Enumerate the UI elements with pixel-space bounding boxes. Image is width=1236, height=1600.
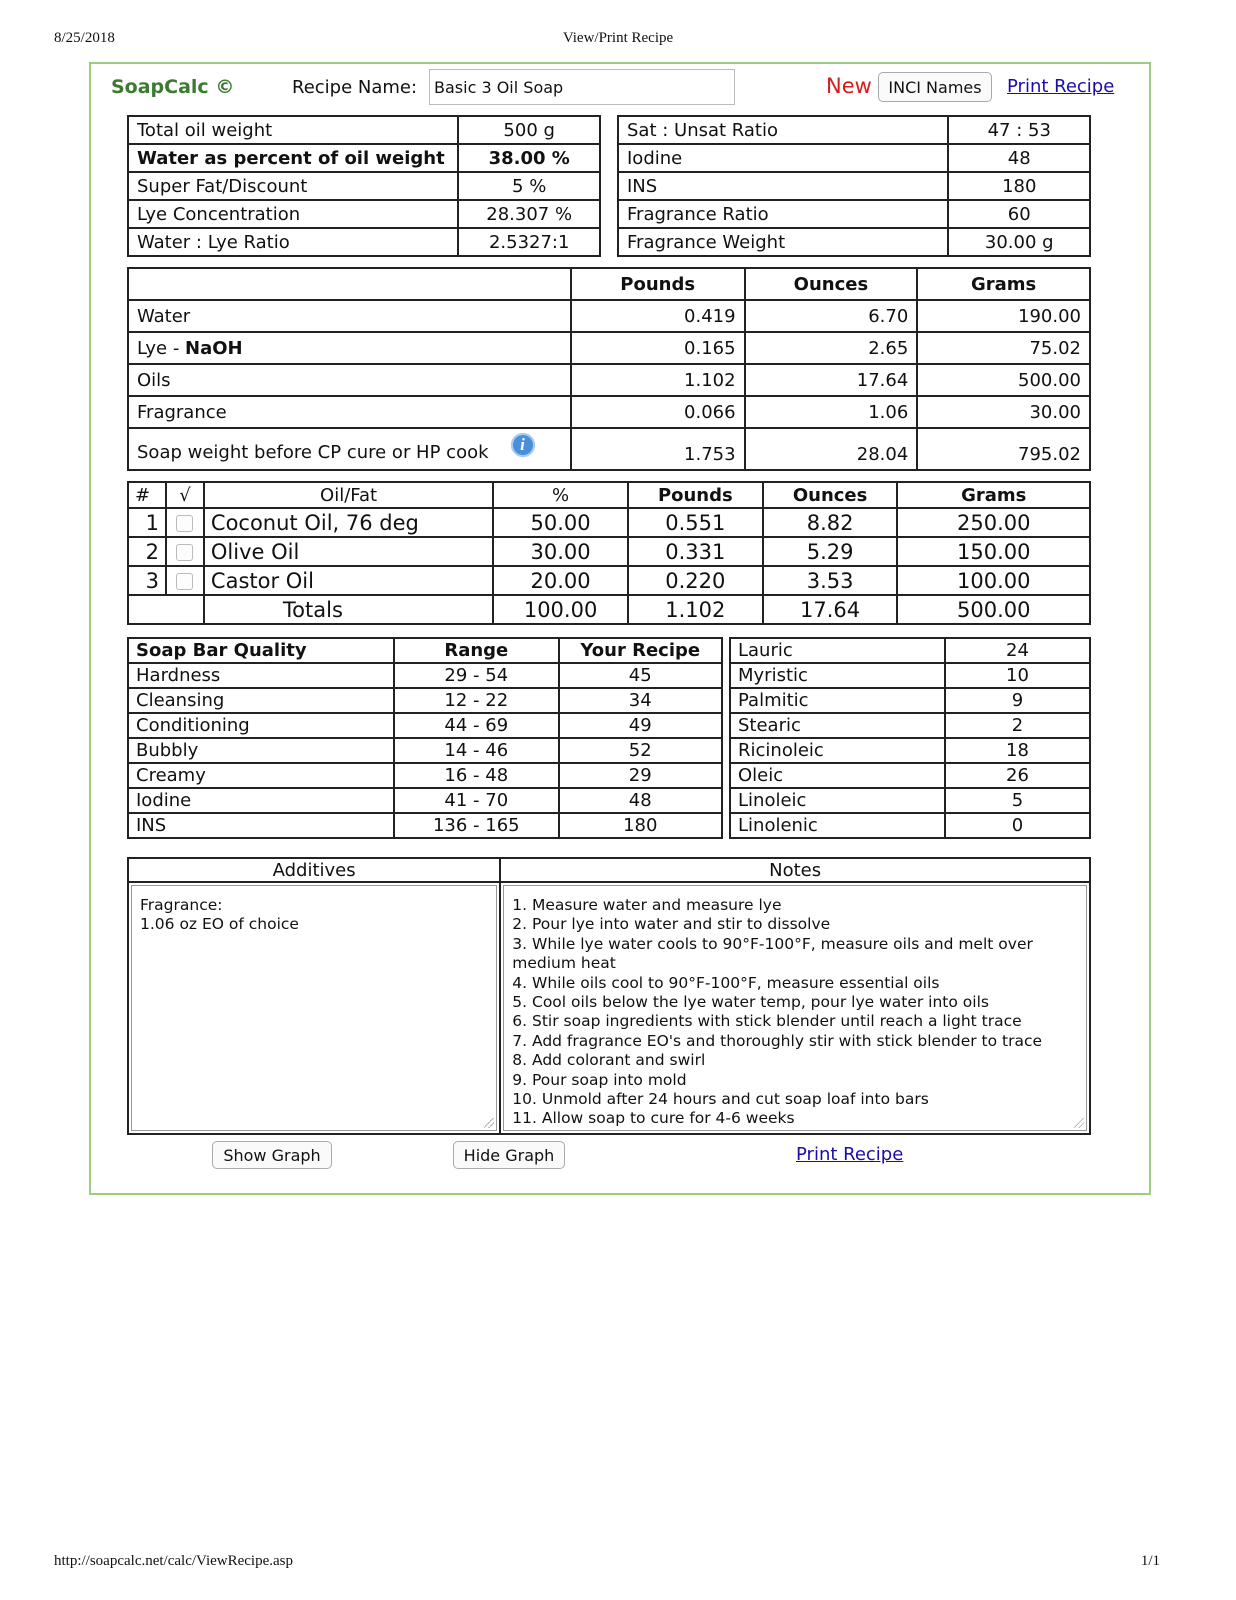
table-row bbox=[128, 813, 722, 838]
oil-num: 2 bbox=[128, 537, 166, 566]
fatty-acid-name: Linoleic bbox=[730, 788, 945, 813]
totals-pct: 100.00 bbox=[493, 595, 628, 624]
summary-label: Iodine bbox=[618, 144, 948, 172]
quality-range: 41 - 70 bbox=[394, 788, 558, 813]
quality-range: 136 - 165 bbox=[394, 813, 558, 838]
quality-name: Hardness bbox=[128, 663, 394, 688]
summary-value: 5 % bbox=[458, 172, 600, 200]
table-row bbox=[128, 763, 722, 788]
table-row bbox=[730, 688, 1090, 713]
table-row bbox=[128, 300, 1090, 332]
oil-num: 1 bbox=[128, 508, 166, 537]
show-graph-button[interactable]: Show Graph bbox=[212, 1141, 332, 1169]
quality-range: 44 - 69 bbox=[394, 713, 558, 738]
summary-label: Sat : Unsat Ratio bbox=[618, 116, 948, 144]
totals-blank bbox=[128, 595, 204, 624]
brand-logo: SoapCalc © bbox=[111, 76, 235, 98]
table-row bbox=[618, 228, 1090, 256]
table-header-row bbox=[128, 638, 722, 663]
column-header-ounces: Ounces bbox=[745, 268, 918, 300]
table-row bbox=[128, 688, 722, 713]
note-line: 9. Pour soap into mold bbox=[512, 1070, 687, 1089]
print-page-title: View/Print Recipe bbox=[562, 30, 674, 46]
column-header-grams: Grams bbox=[897, 482, 1090, 508]
weight-grams: 795.02 bbox=[917, 428, 1090, 470]
quality-range: 29 - 54 bbox=[394, 663, 558, 688]
additive-line: 1.06 oz EO of choice bbox=[140, 915, 299, 934]
print-url: http://soapcalc.net/calc/ViewRecipe.asp bbox=[54, 1553, 294, 1569]
oil-checkbox[interactable] bbox=[176, 515, 193, 532]
oil-grams: 100.00 bbox=[897, 566, 1090, 595]
table-header-row bbox=[128, 268, 1090, 300]
fatty-acid-value: 10 bbox=[945, 663, 1090, 688]
quality-name: INS bbox=[128, 813, 394, 838]
quality-value: 49 bbox=[559, 713, 723, 738]
summary-label: Super Fat/Discount bbox=[128, 172, 458, 200]
quality-value: 34 bbox=[559, 688, 723, 713]
summary-label: Lye Concentration bbox=[128, 200, 458, 228]
quality-range: 16 - 48 bbox=[394, 763, 558, 788]
table-row bbox=[730, 638, 1090, 663]
recipe-name-label: Recipe Name: bbox=[292, 77, 418, 98]
recipe-topbar bbox=[111, 68, 1131, 110]
note-line: 6. Stir soap ingredients with stick blender until reach a light trace bbox=[512, 1012, 1022, 1031]
summary-value: 48 bbox=[948, 144, 1090, 172]
quality-name: Iodine bbox=[128, 788, 394, 813]
oil-pct: 30.00 bbox=[493, 537, 628, 566]
weight-pounds: 1.102 bbox=[571, 364, 745, 396]
print-recipe-link-bottom[interactable]: Print Recipe bbox=[796, 1144, 904, 1165]
weight-ounces: 6.70 bbox=[745, 300, 918, 332]
totals-row bbox=[128, 595, 1090, 624]
summary-value: 60 bbox=[948, 200, 1090, 228]
table-row bbox=[618, 144, 1090, 172]
quality-range: 14 - 46 bbox=[394, 738, 558, 763]
resize-grip-icon[interactable] bbox=[1074, 1118, 1084, 1128]
additives-textarea[interactable] bbox=[131, 885, 497, 1131]
weight-label: Water bbox=[128, 300, 571, 332]
table-row bbox=[128, 788, 722, 813]
header-blank bbox=[128, 268, 571, 300]
note-line: 8. Add colorant and swirl bbox=[512, 1051, 706, 1070]
column-header-check: √ bbox=[166, 482, 204, 508]
table-row bbox=[128, 428, 1090, 470]
weight-pounds: 0.066 bbox=[571, 396, 745, 428]
summary-value: 2.5327:1 bbox=[458, 228, 600, 256]
note-line: 4. While oils cool to 90°F-100°F, measure essential oils bbox=[512, 973, 940, 992]
quality-range: 12 - 22 bbox=[394, 688, 558, 713]
oil-num: 3 bbox=[128, 566, 166, 595]
table-row bbox=[618, 200, 1090, 228]
oil-name: Coconut Oil, 76 deg bbox=[204, 508, 493, 537]
oil-check-cell bbox=[166, 508, 204, 537]
note-line: 2. Pour lye into water and stir to dissolve bbox=[512, 915, 831, 934]
oil-check-cell bbox=[166, 566, 204, 595]
column-header-your-recipe: Your Recipe bbox=[559, 638, 723, 663]
lye-type: NaOH bbox=[185, 337, 243, 359]
table-row bbox=[128, 364, 1090, 396]
table-row bbox=[128, 332, 1090, 364]
table-header-row bbox=[128, 858, 1090, 882]
summary-label: Water as percent of oil weight bbox=[128, 144, 458, 172]
table-row bbox=[128, 738, 722, 763]
table-row bbox=[128, 396, 1090, 428]
info-icon[interactable]: i bbox=[511, 433, 535, 457]
weight-pounds: 0.419 bbox=[571, 300, 745, 332]
summary-value: 500 g bbox=[458, 116, 600, 144]
weight-grams: 190.00 bbox=[917, 300, 1090, 332]
table-row bbox=[730, 788, 1090, 813]
quality-value: 52 bbox=[559, 738, 723, 763]
summary-label: Fragrance Weight bbox=[618, 228, 948, 256]
weight-ounces: 1.06 bbox=[745, 396, 918, 428]
oil-name: Olive Oil bbox=[204, 537, 493, 566]
summary-label: Water : Lye Ratio bbox=[128, 228, 458, 256]
table-row bbox=[128, 882, 1090, 1134]
oil-check-cell bbox=[166, 537, 204, 566]
table-row bbox=[730, 763, 1090, 788]
summary-label: Fragrance Ratio bbox=[618, 200, 948, 228]
fatty-acid-name: Myristic bbox=[730, 663, 945, 688]
oil-pounds: 0.331 bbox=[628, 537, 763, 566]
column-header-oil: Oil/Fat bbox=[204, 482, 493, 508]
totals-label: Totals bbox=[204, 595, 493, 624]
fatty-acids-table bbox=[729, 637, 1091, 839]
summary-right-table bbox=[617, 115, 1091, 257]
quality-value: 45 bbox=[559, 663, 723, 688]
column-header-ounces: Ounces bbox=[763, 482, 898, 508]
oil-grams: 250.00 bbox=[897, 508, 1090, 537]
lye-label: Lye - bbox=[137, 337, 186, 359]
oil-checkbox[interactable] bbox=[176, 573, 193, 590]
print-date: 8/25/2018 bbox=[54, 30, 115, 46]
quality-table bbox=[127, 637, 723, 839]
resize-grip-icon[interactable] bbox=[484, 1118, 494, 1128]
quality-name: Conditioning bbox=[128, 713, 394, 738]
column-header-pounds: Pounds bbox=[571, 268, 745, 300]
print-recipe-link[interactable]: Print Recipe bbox=[1007, 76, 1115, 97]
fatty-acid-value: 9 bbox=[945, 688, 1090, 713]
quality-value: 29 bbox=[559, 763, 723, 788]
weight-grams: 500.00 bbox=[917, 364, 1090, 396]
quality-name: Creamy bbox=[128, 763, 394, 788]
weight-label bbox=[128, 428, 571, 470]
table-row bbox=[128, 172, 600, 200]
notes-header: Notes bbox=[500, 858, 1090, 882]
oil-grams: 150.00 bbox=[897, 537, 1090, 566]
table-row bbox=[128, 566, 1090, 595]
oil-pounds: 0.551 bbox=[628, 508, 763, 537]
fatty-acid-name: Lauric bbox=[730, 638, 945, 663]
oil-name: Castor Oil bbox=[204, 566, 493, 595]
totals-ounces: 17.64 bbox=[763, 595, 898, 624]
oil-checkbox[interactable] bbox=[176, 544, 193, 561]
additives-notes-table bbox=[127, 857, 1091, 1135]
note-line: medium heat bbox=[512, 954, 616, 973]
table-header-row bbox=[128, 482, 1090, 508]
oil-pct: 20.00 bbox=[493, 566, 628, 595]
note-line: 7. Add fragrance EO's and thoroughly stir with stick blender to trace bbox=[512, 1031, 1043, 1050]
fatty-acid-name: Ricinoleic bbox=[730, 738, 945, 763]
notes-cell bbox=[500, 882, 1090, 1134]
column-header-range: Range bbox=[394, 638, 558, 663]
new-label: New bbox=[826, 74, 872, 98]
table-row bbox=[618, 116, 1090, 144]
column-header-grams: Grams bbox=[917, 268, 1090, 300]
weight-label bbox=[128, 332, 571, 364]
table-row bbox=[730, 813, 1090, 838]
weight-pounds: 1.753 bbox=[571, 428, 745, 470]
table-row bbox=[128, 537, 1090, 566]
quality-name: Bubbly bbox=[128, 738, 394, 763]
note-line: 11. Allow soap to cure for 4-6 weeks bbox=[512, 1109, 795, 1128]
summary-left-table bbox=[127, 115, 601, 257]
fatty-acid-name: Palmitic bbox=[730, 688, 945, 713]
hide-graph-button[interactable]: Hide Graph bbox=[453, 1141, 565, 1169]
summary-value: 30.00 g bbox=[948, 228, 1090, 256]
totals-pounds: 1.102 bbox=[628, 595, 763, 624]
column-header-pounds: Pounds bbox=[628, 482, 763, 508]
note-line: 5. Cool oils below the lye water temp, pour lye water into oils bbox=[512, 993, 989, 1012]
summary-value: 47 : 53 bbox=[948, 116, 1090, 144]
weight-grams: 75.02 bbox=[917, 332, 1090, 364]
fatty-acid-value: 2 bbox=[945, 713, 1090, 738]
summary-value: 38.00 % bbox=[458, 144, 600, 172]
fatty-acid-name: Stearic bbox=[730, 713, 945, 738]
fatty-acid-value: 24 bbox=[945, 638, 1090, 663]
note-line: 3. While lye water cools to 90°F-100°F, measure oils and melt over bbox=[512, 934, 1033, 953]
weight-ounces: 17.64 bbox=[745, 364, 918, 396]
fatty-acid-value: 18 bbox=[945, 738, 1090, 763]
column-header-pct: % bbox=[493, 482, 628, 508]
column-header-quality: Soap Bar Quality bbox=[128, 638, 394, 663]
weight-pounds: 0.165 bbox=[571, 332, 745, 364]
summary-value: 28.307 % bbox=[458, 200, 600, 228]
weight-label: Oils bbox=[128, 364, 571, 396]
table-row bbox=[730, 738, 1090, 763]
table-row bbox=[128, 144, 600, 172]
table-row bbox=[730, 713, 1090, 738]
oil-pounds: 0.220 bbox=[628, 566, 763, 595]
fatty-acid-value: 0 bbox=[945, 813, 1090, 838]
quality-value: 180 bbox=[559, 813, 723, 838]
inci-names-button[interactable]: INCI Names bbox=[878, 72, 992, 102]
table-row bbox=[730, 663, 1090, 688]
note-line: 10. Unmold after 24 hours and cut soap loaf into bars bbox=[512, 1090, 929, 1109]
fatty-acid-value: 5 bbox=[945, 788, 1090, 813]
weights-table bbox=[127, 267, 1091, 471]
summary-label: Total oil weight bbox=[128, 116, 458, 144]
bottom-bar bbox=[111, 1138, 1111, 1172]
table-row bbox=[618, 172, 1090, 200]
table-row bbox=[128, 663, 722, 688]
oil-ounces: 5.29 bbox=[763, 537, 898, 566]
oils-table bbox=[127, 481, 1091, 625]
note-line: 1. Measure water and measure lye bbox=[512, 896, 782, 914]
table-row bbox=[128, 200, 600, 228]
summary-value: 180 bbox=[948, 172, 1090, 200]
fatty-acid-name: Oleic bbox=[730, 763, 945, 788]
fatty-acid-value: 26 bbox=[945, 763, 1090, 788]
table-row bbox=[128, 713, 722, 738]
recipe-name-input[interactable]: Basic 3 Oil Soap bbox=[429, 69, 735, 105]
table-row bbox=[128, 508, 1090, 537]
table-row bbox=[128, 228, 600, 256]
table-row bbox=[128, 116, 600, 144]
quality-name: Cleansing bbox=[128, 688, 394, 713]
quality-value: 48 bbox=[559, 788, 723, 813]
oil-ounces: 8.82 bbox=[763, 508, 898, 537]
print-page-count: 1/1 bbox=[1140, 1553, 1160, 1569]
weight-ounces: 2.65 bbox=[745, 332, 918, 364]
oil-pct: 50.00 bbox=[493, 508, 628, 537]
additive-line: Fragrance: bbox=[140, 896, 223, 914]
print-header bbox=[54, 30, 1182, 50]
additives-header: Additives bbox=[128, 858, 500, 882]
column-header-num: # bbox=[128, 482, 166, 508]
weight-grams: 30.00 bbox=[917, 396, 1090, 428]
totals-grams: 500.00 bbox=[897, 595, 1090, 624]
oil-ounces: 3.53 bbox=[763, 566, 898, 595]
additives-cell bbox=[128, 882, 500, 1134]
soap-weight-label: Soap weight before CP cure or HP cook bbox=[137, 442, 489, 463]
weight-label: Fragrance bbox=[128, 396, 571, 428]
fatty-acid-name: Linolenic bbox=[730, 813, 945, 838]
print-footer bbox=[54, 1553, 1160, 1573]
summary-label: INS bbox=[618, 172, 948, 200]
weight-ounces: 28.04 bbox=[745, 428, 918, 470]
notes-textarea[interactable] bbox=[503, 885, 1087, 1131]
